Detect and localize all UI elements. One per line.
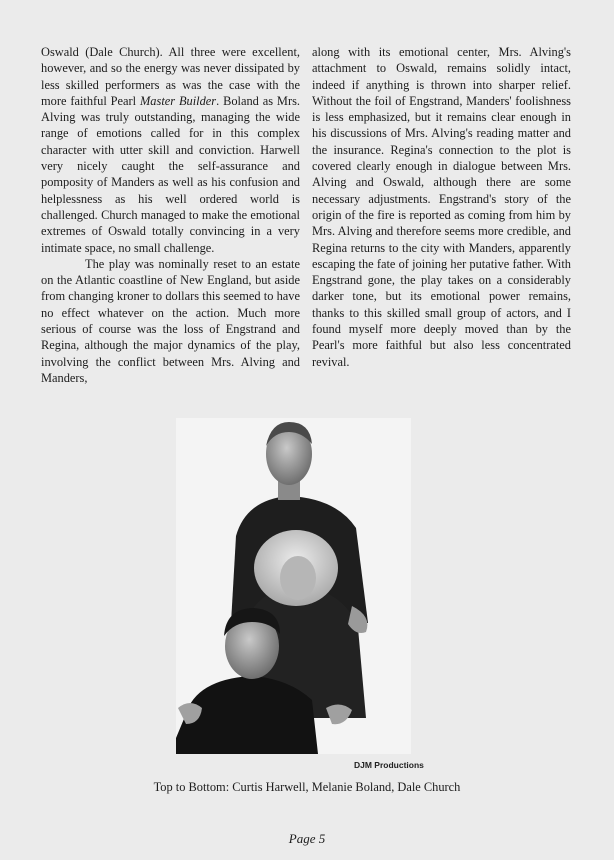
article-paragraph: The play was nominally reset to an estate on the Atlantic coastline of New England, but aside from changing kroner to dollars this seemed to have no effect whatever on the action. Much more serious of course was the loss of Engstrand and Regina, although the major dynamics of the play, involving the conflict between Mrs. Alving and Manders, <box>41 256 300 385</box>
article-column-right <box>312 44 571 370</box>
photo-credit: DJM Productions <box>354 760 424 770</box>
article-column-left <box>41 44 300 386</box>
page-number: Page 5 <box>288 831 326 846</box>
article-paragraph: along with its emotional center, Mrs. Alving's attachment to Oswald, remains solidly intact, indeed if anything is thrown into sharper relief. Without the foil of Engstrand, Manders' foolishness is less emphasized, but it remains clear enough in his discussions of Mrs. Alving's reading matter and the insurance. Regina's connection to the plot is covered clearly enough in dialogue between Mrs. Alving and Oswald, although there are some necessary adjustments. Engstrand's story of the origin of the fire is reported as coming from him by Mrs. Alving and therefore seems more credible, and Regina returns to the city with Manders, apparently escaping the fate of joining her putative father. With Engstrand gone, the play takes on a considerably darker tone, but its emotional power remains, thanks to this skilled small group of actors, and I found myself more deeply moved than by the Pearl's more faithful but also less concentrated revival. <box>312 45 571 369</box>
cast-photo <box>176 418 411 754</box>
photo-caption: Top to Bottom: Curtis Harwell, Melanie Boland, Dale Church <box>153 780 461 794</box>
article-paragraph: Oswald (Dale Church). All three were excellent, however, and so the energy was never dissipated by less skilled performers as was the case with the more faithful Pearl Master Builder. Boland as Mrs. Alving was truly outstanding, managing the wide range of emotions called for in this complex character with utter skill and conviction. Harwell very nicely caught the self-assurance and pomposity of Manders as well as his confusion and helplessness as his well ordered world is challenged. Church managed to make the emotional extremes of Oswald totally convincing in a very intimate space, no small challenge. <box>41 45 300 255</box>
play-title: Master Builder <box>139 93 217 108</box>
